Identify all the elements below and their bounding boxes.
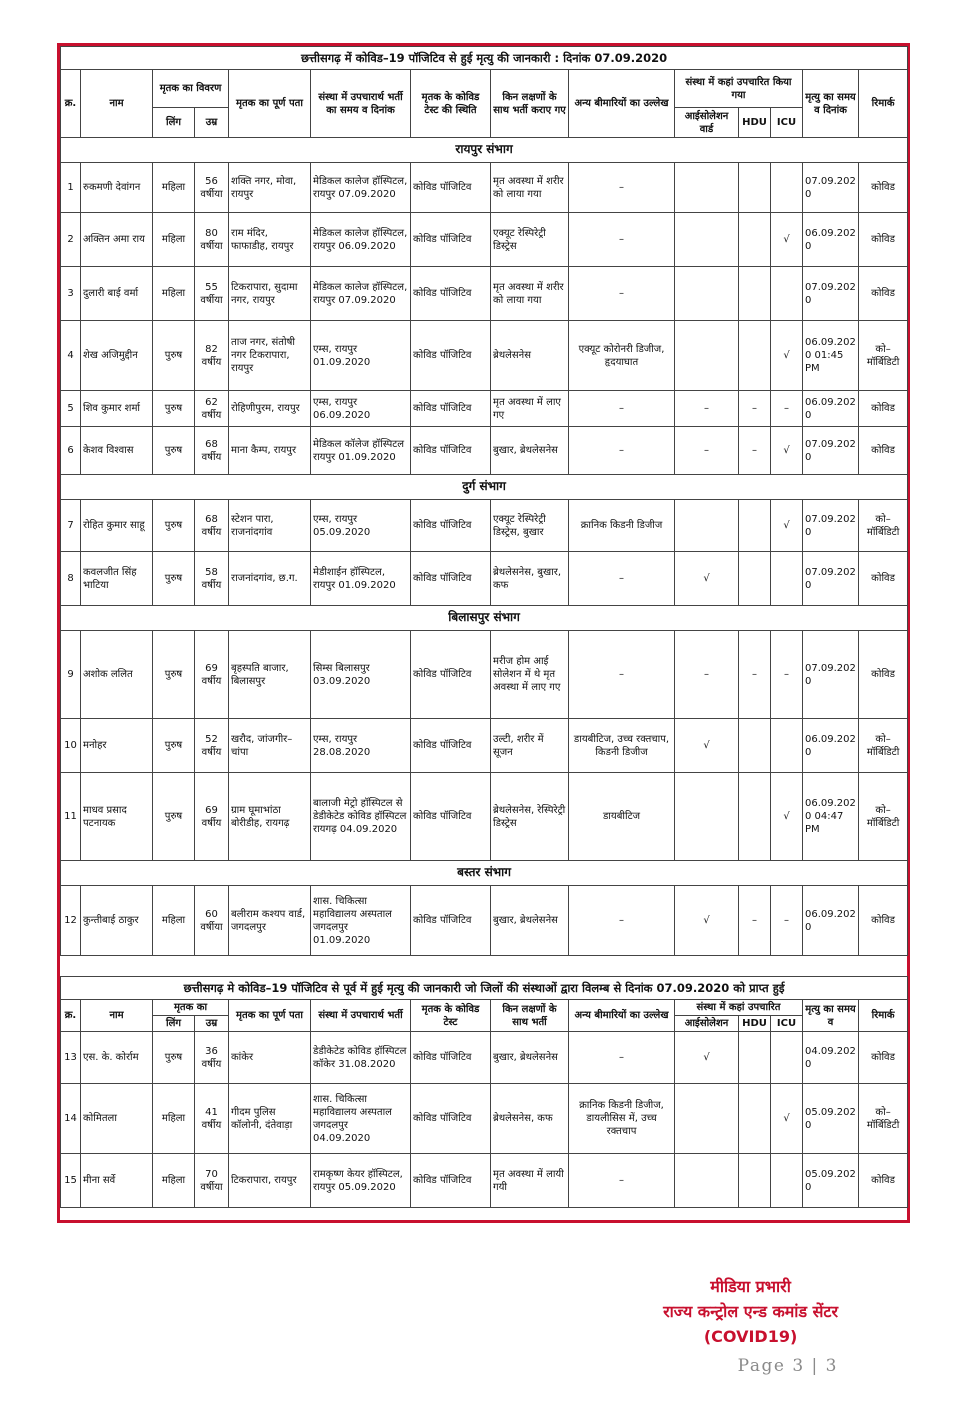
cell-address: ताज नगर, संतोषी नगर टिकरापारा, रायपुर	[229, 321, 311, 391]
section-title: बिलासपुर संभाग	[61, 606, 908, 631]
late-col-icu: ICU	[771, 1016, 803, 1032]
cell-hdu	[739, 773, 771, 861]
cell-other: क्रानिक किडनी डिजीज	[569, 500, 675, 552]
cell-admit: रामकृष्ण केयर हॉस्पिटल, रायपुर 05.09.2020	[311, 1154, 411, 1208]
cell-name: रुकमणी देवांगन	[81, 163, 153, 213]
cell-iso: –	[675, 391, 739, 427]
cell-name: शिव कुमार शर्मा	[81, 391, 153, 427]
cell-address: कांकेर	[229, 1032, 311, 1084]
cell-gender: महिला	[153, 163, 195, 213]
late-col-sno: क्र.	[61, 1000, 81, 1032]
cell-symptoms: बुखार, ब्रेथलेसनेस	[491, 886, 569, 956]
cell-gender: महिला	[153, 1084, 195, 1154]
cell-hdu	[739, 267, 771, 321]
cell-symptoms: एक्यूट रेस्पिरेट्री डिस्ट्रेस	[491, 213, 569, 267]
signature-line-1: मीडिया प्रभारी	[710, 1277, 791, 1296]
cell-name: दुलारी बाई वर्मा	[81, 267, 153, 321]
cell-symptoms: उल्टी, शरीर में सूजन	[491, 719, 569, 773]
late-col-symptoms: किन लक्षणों के साथ भर्ती	[491, 1000, 569, 1032]
cell-icu	[771, 1154, 803, 1208]
cell-address: राजनांदगांव, छ.ग.	[229, 552, 311, 606]
cell-other: –	[569, 391, 675, 427]
col-address: मृतक का पूर्ण पता	[229, 70, 311, 138]
late-col-iso: आईसोलेशन	[675, 1016, 739, 1032]
cell-name: माधव प्रसाद पटनायक	[81, 773, 153, 861]
cell-remark: को–मॉर्बिडिटी	[859, 773, 908, 861]
cell-sno: 10	[61, 719, 81, 773]
cell-sno: 7	[61, 500, 81, 552]
cell-age: 68 वर्षीय	[195, 500, 229, 552]
table-row	[61, 886, 908, 956]
col-age: उम्र	[195, 108, 229, 138]
cell-age: 55 वर्षीया	[195, 267, 229, 321]
cell-death: 07.09.2020	[803, 427, 859, 475]
cell-iso	[675, 321, 739, 391]
cell-address: स्टेशन पारा, राजनांदगांव	[229, 500, 311, 552]
cell-symptoms: मरीज होम आई सोलेशन में थे मृत अवस्था में लाए गए	[491, 631, 569, 719]
cell-address: राम मंदिर, फाफाडीह, रायपुर	[229, 213, 311, 267]
cell-remark: कोविड	[859, 267, 908, 321]
cell-hdu	[739, 1084, 771, 1154]
cell-sno: 11	[61, 773, 81, 861]
cell-symptoms: मृत अवस्था में शरीर को लाया गया	[491, 267, 569, 321]
cell-name: केशव विश्वास	[81, 427, 153, 475]
cell-gender: महिला	[153, 886, 195, 956]
signature-line-3: (COVID19)	[703, 1326, 798, 1346]
page-number: Page 3 | 3	[737, 1356, 838, 1376]
cell-icu: √	[771, 500, 803, 552]
cell-admit: शास. चिकित्सा महाविद्यालय अस्पताल जगदलपुर 01.09.2020	[311, 886, 411, 956]
cell-test: कोविड पॉजिटिव	[411, 1084, 491, 1154]
cell-gender: महिला	[153, 267, 195, 321]
cell-test: कोविड पॉजिटिव	[411, 773, 491, 861]
col-symptoms: किन लक्षणों के साथ भर्ती कराए गए	[491, 70, 569, 138]
cell-iso: –	[675, 631, 739, 719]
cell-admit: शास. चिकित्सा महाविद्यालय अस्पताल जगदलपुर 04.09.2020	[311, 1084, 411, 1154]
cell-icu	[771, 719, 803, 773]
cell-address: टिकरापारा, सुदामा नगर, रायपुर	[229, 267, 311, 321]
cell-death: 06.09.2020	[803, 391, 859, 427]
cell-age: 68 वर्षीय	[195, 427, 229, 475]
report-title: छत्तीसगढ़ में कोविड–19 पॉजिटिव से हुई मृत्यु की जानकारी : दिनांक 07.09.2020	[61, 47, 908, 70]
cell-test: कोविड पॉजिटिव	[411, 267, 491, 321]
cell-test: कोविड पॉजिटिव	[411, 886, 491, 956]
cell-symptoms: मृत अवस्था में लाए गए	[491, 391, 569, 427]
cell-iso	[675, 267, 739, 321]
late-col-details: मृतक का	[153, 1000, 229, 1016]
cell-other: –	[569, 163, 675, 213]
cell-hdu	[739, 213, 771, 267]
cell-symptoms: मृत अवस्था में लायी गयी	[491, 1154, 569, 1208]
cell-iso: √	[675, 1032, 739, 1084]
cell-symptoms: बुखार, ब्रेथलेसनेस	[491, 1032, 569, 1084]
cell-sno: 8	[61, 552, 81, 606]
cell-sno: 5	[61, 391, 81, 427]
cell-sno: 14	[61, 1084, 81, 1154]
late-col-gender: लिंग	[153, 1016, 195, 1032]
cell-death: 04.09.2020	[803, 1032, 859, 1084]
cell-hdu	[739, 1154, 771, 1208]
cell-other: क्रानिक किडनी डिजीज, डायलीसिस में, उच्च रक्तचाप	[569, 1084, 675, 1154]
cell-age: 62 वर्षीय	[195, 391, 229, 427]
cell-gender: पुरुष	[153, 391, 195, 427]
cell-remark: को–मॉर्बिडिटी	[859, 719, 908, 773]
cell-gender: महिला	[153, 1154, 195, 1208]
late-col-age: उम्र	[195, 1016, 229, 1032]
cell-age: 41 वर्षीय	[195, 1084, 229, 1154]
cell-death: 05.09.2020	[803, 1154, 859, 1208]
cell-gender: पुरुष	[153, 321, 195, 391]
cell-age: 36 वर्षीय	[195, 1032, 229, 1084]
section-header	[61, 861, 908, 886]
cell-death: 06.09.2020	[803, 719, 859, 773]
section-header	[61, 606, 908, 631]
table-row	[61, 1084, 908, 1154]
cell-death: 07.09.2020	[803, 267, 859, 321]
cell-gender: पुरुष	[153, 631, 195, 719]
cell-icu: √	[771, 1084, 803, 1154]
cell-death: 06.09.2020 04:47 PM	[803, 773, 859, 861]
cell-remark: कोविड	[859, 1154, 908, 1208]
cell-icu: –	[771, 391, 803, 427]
table-row	[61, 631, 908, 719]
cell-admit: एम्स, रायपुर 06.09.2020	[311, 391, 411, 427]
cell-age: 80 वर्षीया	[195, 213, 229, 267]
cell-remark: को–मॉर्बिडिटी	[859, 500, 908, 552]
cell-hdu	[739, 500, 771, 552]
cell-name: अशोक ललित	[81, 631, 153, 719]
cell-other: –	[569, 213, 675, 267]
cell-remark: को–मॉर्बिडिटी	[859, 321, 908, 391]
col-iso: आईसोलेशन वार्ड	[675, 108, 739, 138]
cell-other: –	[569, 267, 675, 321]
cell-other: –	[569, 886, 675, 956]
cell-other: –	[569, 552, 675, 606]
cell-remark: कोविड	[859, 631, 908, 719]
cell-remark: कोविड	[859, 427, 908, 475]
cell-hdu	[739, 552, 771, 606]
section-title: दुर्ग संभाग	[61, 475, 908, 500]
cell-other: –	[569, 1032, 675, 1084]
cell-sno: 4	[61, 321, 81, 391]
cell-icu: –	[771, 631, 803, 719]
cell-iso: √	[675, 552, 739, 606]
col-icu: ICU	[771, 108, 803, 138]
cell-symptoms: बुखार, ब्रेथलेसनेस	[491, 427, 569, 475]
cell-death: 06.09.2020 01:45 PM	[803, 321, 859, 391]
cell-gender: महिला	[153, 213, 195, 267]
table-row	[61, 267, 908, 321]
cell-remark: कोविड	[859, 163, 908, 213]
cell-icu	[771, 1032, 803, 1084]
cell-iso	[675, 213, 739, 267]
late-col-other: अन्य बीमारियों का उल्लेख	[569, 1000, 675, 1032]
cell-hdu	[739, 163, 771, 213]
cell-address: बृहस्पति बाजार, बिलासपुर	[229, 631, 311, 719]
late-title: छत्तीसगढ़ मे कोविड–19 पॉजिटिव से पूर्व में हुई मृत्यु की जानकारी जो जिलों की संस्थाओं द्वारा विलम्ब से दिनांक 07.09.2020 को प्राप्त हुई	[61, 977, 908, 1000]
cell-remark: कोविड	[859, 391, 908, 427]
report-frame	[57, 43, 910, 1223]
cell-symptoms: ब्रेथलेसनेस, रेस्पिरेट्री डिस्ट्रेस	[491, 773, 569, 861]
table-row	[61, 1032, 908, 1084]
cell-other: –	[569, 1154, 675, 1208]
cell-other: –	[569, 631, 675, 719]
cell-icu	[771, 267, 803, 321]
cell-age: 58 वर्षीय	[195, 552, 229, 606]
col-death: मृत्यु का समय व दिनांक	[803, 70, 859, 138]
cell-gender: पुरुष	[153, 773, 195, 861]
cell-gender: पुरुष	[153, 500, 195, 552]
late-col-hdu: HDU	[739, 1016, 771, 1032]
cell-name: मनोहर	[81, 719, 153, 773]
cell-address: टिकरापारा, रायपुर	[229, 1154, 311, 1208]
cell-gender: पुरुष	[153, 427, 195, 475]
cell-other: एक्यूट कोरोनरी डिजीज, हृदयाघात	[569, 321, 675, 391]
table-row	[61, 500, 908, 552]
cell-sno: 15	[61, 1154, 81, 1208]
cell-name: कवलजीत सिंह भाटिया	[81, 552, 153, 606]
cell-age: 56 वर्षीया	[195, 163, 229, 213]
section-header	[61, 138, 908, 163]
cell-address: ग्राम घूमाभांठा बोरीडीह, रायगढ़	[229, 773, 311, 861]
cell-sno: 9	[61, 631, 81, 719]
cell-other: –	[569, 427, 675, 475]
cell-remark: कोविड	[859, 1032, 908, 1084]
cell-name: कुन्तीबाई ठाकुर	[81, 886, 153, 956]
late-col-remark: रिमार्क	[859, 1000, 908, 1032]
cell-icu: √	[771, 321, 803, 391]
late-col-admit: संस्था में उपचारार्थ भर्ती	[311, 1000, 411, 1032]
cell-test: कोविड पॉजिटिव	[411, 163, 491, 213]
cell-remark: कोविड	[859, 886, 908, 956]
cell-address: खरौद, जांजगीर–चांपा	[229, 719, 311, 773]
col-admit: संस्था में उपचारार्थ भर्ती का समय व दिनांक	[311, 70, 411, 138]
cell-iso	[675, 773, 739, 861]
cell-sno: 12	[61, 886, 81, 956]
cell-iso	[675, 1154, 739, 1208]
cell-death: 07.09.2020	[803, 631, 859, 719]
col-test: मृतक के कोविड टेस्ट की स्थिति	[411, 70, 491, 138]
cell-icu: √	[771, 427, 803, 475]
section-header	[61, 475, 908, 500]
cell-name: कोमितला	[81, 1084, 153, 1154]
cell-name: एस. के. कोर्राम	[81, 1032, 153, 1084]
cell-icu: –	[771, 886, 803, 956]
col-sno: क्र.	[61, 70, 81, 138]
col-remark: रिमार्क	[859, 70, 908, 138]
cell-sno: 13	[61, 1032, 81, 1084]
cell-other: डायबीटिज, उच्च रक्तचाप, किडनी डिजीज	[569, 719, 675, 773]
deaths-table	[60, 46, 908, 1208]
cell-age: 60 वर्षीया	[195, 886, 229, 956]
cell-test: कोविड पॉजिटिव	[411, 1154, 491, 1208]
cell-test: कोविड पॉजिटिव	[411, 500, 491, 552]
table-row	[61, 163, 908, 213]
col-hdu: HDU	[739, 108, 771, 138]
cell-test: कोविड पॉजिटिव	[411, 552, 491, 606]
table-row	[61, 321, 908, 391]
cell-sno: 2	[61, 213, 81, 267]
cell-hdu	[739, 321, 771, 391]
late-header	[61, 956, 908, 1032]
main-body	[61, 138, 908, 956]
late-col-address: मृतक का पूर्ण पता	[229, 1000, 311, 1032]
cell-icu	[771, 163, 803, 213]
cell-symptoms: ब्रेथलेसनेस, बुखार, कफ	[491, 552, 569, 606]
cell-admit: मेडीशाईन हॉस्पिटल, रायपुर 01.09.2020	[311, 552, 411, 606]
cell-gender: पुरुष	[153, 1032, 195, 1084]
cell-sno: 1	[61, 163, 81, 213]
cell-address: गीदम पुलिस कॉलोनी, दंतेवाड़ा	[229, 1084, 311, 1154]
cell-test: कोविड पॉजिटिव	[411, 1032, 491, 1084]
cell-symptoms: ब्रेथलेसनेस, कफ	[491, 1084, 569, 1154]
cell-age: 52 वर्षीय	[195, 719, 229, 773]
cell-remark: कोविड	[859, 213, 908, 267]
cell-symptoms: ब्रेथलेसनेस	[491, 321, 569, 391]
cell-admit: मेडिकल कॉलेज हॉस्पिटल रायपुर 01.09.2020	[311, 427, 411, 475]
cell-hdu	[739, 1032, 771, 1084]
cell-age: 82 वर्षीय	[195, 321, 229, 391]
late-body	[61, 1032, 908, 1208]
section-title: रायपुर संभाग	[61, 138, 908, 163]
cell-death: 05.09.2020	[803, 1084, 859, 1154]
cell-address: माना कैम्प, रायपुर	[229, 427, 311, 475]
cell-symptoms: मृत अवस्था में शरीर को लाया गया	[491, 163, 569, 213]
late-col-test: मृतक के कोविड टेस्ट	[411, 1000, 491, 1032]
table-row	[61, 719, 908, 773]
cell-hdu: –	[739, 427, 771, 475]
table-row	[61, 1154, 908, 1208]
cell-address: रोहिणीपुरम, रायपुर	[229, 391, 311, 427]
cell-admit: एम्स, रायपुर 05.09.2020	[311, 500, 411, 552]
cell-death: 07.09.2020	[803, 552, 859, 606]
cell-name: मीना सर्वे	[81, 1154, 153, 1208]
cell-iso: √	[675, 886, 739, 956]
cell-name: रोहित कुमार साहू	[81, 500, 153, 552]
col-gender: लिंग	[153, 108, 195, 138]
cell-death: 06.09.2020	[803, 886, 859, 956]
cell-age: 69 वर्षीय	[195, 773, 229, 861]
cell-death: 06.09.2020	[803, 213, 859, 267]
cell-name: अक्तिन अमा राय	[81, 213, 153, 267]
cell-test: कोविड पॉजिटिव	[411, 631, 491, 719]
cell-gender: पुरुष	[153, 719, 195, 773]
cell-iso: √	[675, 719, 739, 773]
cell-admit: सिम्स बिलासपुर 03.09.2020	[311, 631, 411, 719]
cell-icu: √	[771, 773, 803, 861]
cell-hdu: –	[739, 391, 771, 427]
late-col-treated: संस्था में कहां उपचारित	[675, 1000, 803, 1016]
table-row	[61, 427, 908, 475]
cell-hdu	[739, 719, 771, 773]
cell-admit: मेडिकल कालेज हॉस्पिटल, रायपुर 07.09.2020	[311, 267, 411, 321]
cell-test: कोविड पॉजिटिव	[411, 427, 491, 475]
cell-name: शेख अजिमुद्दीन	[81, 321, 153, 391]
cell-age: 70 वर्षीया	[195, 1154, 229, 1208]
cell-icu	[771, 552, 803, 606]
cell-symptoms: एक्यूट रेस्पिरेट्री डिस्ट्रेस, बुखार	[491, 500, 569, 552]
cell-gender: पुरुष	[153, 552, 195, 606]
cell-admit: डेडीकेटेड कोविड हॉस्पिटल कॉकेर 31.08.2020	[311, 1032, 411, 1084]
cell-iso: –	[675, 427, 739, 475]
cell-remark: कोविड	[859, 552, 908, 606]
col-name: नाम	[81, 70, 153, 138]
signature-line-2: राज्य कन्ट्रोल एन्ड कमांड सेंटर	[663, 1301, 838, 1321]
late-col-death: मृत्यु का समय व	[803, 1000, 859, 1032]
cell-address: शक्ति नगर, मोवा, रायपुर	[229, 163, 311, 213]
late-col-name: नाम	[81, 1000, 153, 1032]
section-title: बस्तर संभाग	[61, 861, 908, 886]
cell-sno: 6	[61, 427, 81, 475]
cell-test: कोविड पॉजिटिव	[411, 719, 491, 773]
cell-test: कोविड पॉजिटिव	[411, 391, 491, 427]
cell-remark: को–मॉर्बिडिटी	[859, 1084, 908, 1154]
cell-iso	[675, 500, 739, 552]
cell-test: कोविड पॉजिटिव	[411, 321, 491, 391]
signature-block	[663, 1275, 838, 1349]
cell-other: डायबीटिज	[569, 773, 675, 861]
table-row	[61, 552, 908, 606]
table-row	[61, 391, 908, 427]
cell-admit: बालाजी मेट्रो हॉस्पिटल से डेडीकेटेड कोविड हॉस्पिटल रायगढ़ 04.09.2020	[311, 773, 411, 861]
cell-iso	[675, 163, 739, 213]
col-details: मृतक का विवरण	[153, 70, 229, 108]
cell-admit: एम्स, रायपुर 28.08.2020	[311, 719, 411, 773]
col-other: अन्य बीमारियों का उल्लेख	[569, 70, 675, 138]
cell-admit: एम्स, रायपुर 01.09.2020	[311, 321, 411, 391]
cell-death: 07.09.2020	[803, 163, 859, 213]
cell-admit: मेडिकल कालेज हॉस्पिटल, रायपुर 06.09.2020	[311, 213, 411, 267]
cell-sno: 3	[61, 267, 81, 321]
cell-death: 07.09.2020	[803, 500, 859, 552]
table-row	[61, 213, 908, 267]
cell-hdu: –	[739, 886, 771, 956]
col-treated: संस्था में कहां उपचारित किया गया	[675, 70, 803, 108]
cell-address: बलीराम कश्यप वार्ड, जगदलपुर	[229, 886, 311, 956]
cell-test: कोविड पॉजिटिव	[411, 213, 491, 267]
cell-age: 69 वर्षीय	[195, 631, 229, 719]
table-row	[61, 773, 908, 861]
cell-iso	[675, 1084, 739, 1154]
cell-icu: √	[771, 213, 803, 267]
cell-hdu: –	[739, 631, 771, 719]
cell-admit: मेडिकल कालेज हॉस्पिटल, रायपुर 07.09.2020	[311, 163, 411, 213]
